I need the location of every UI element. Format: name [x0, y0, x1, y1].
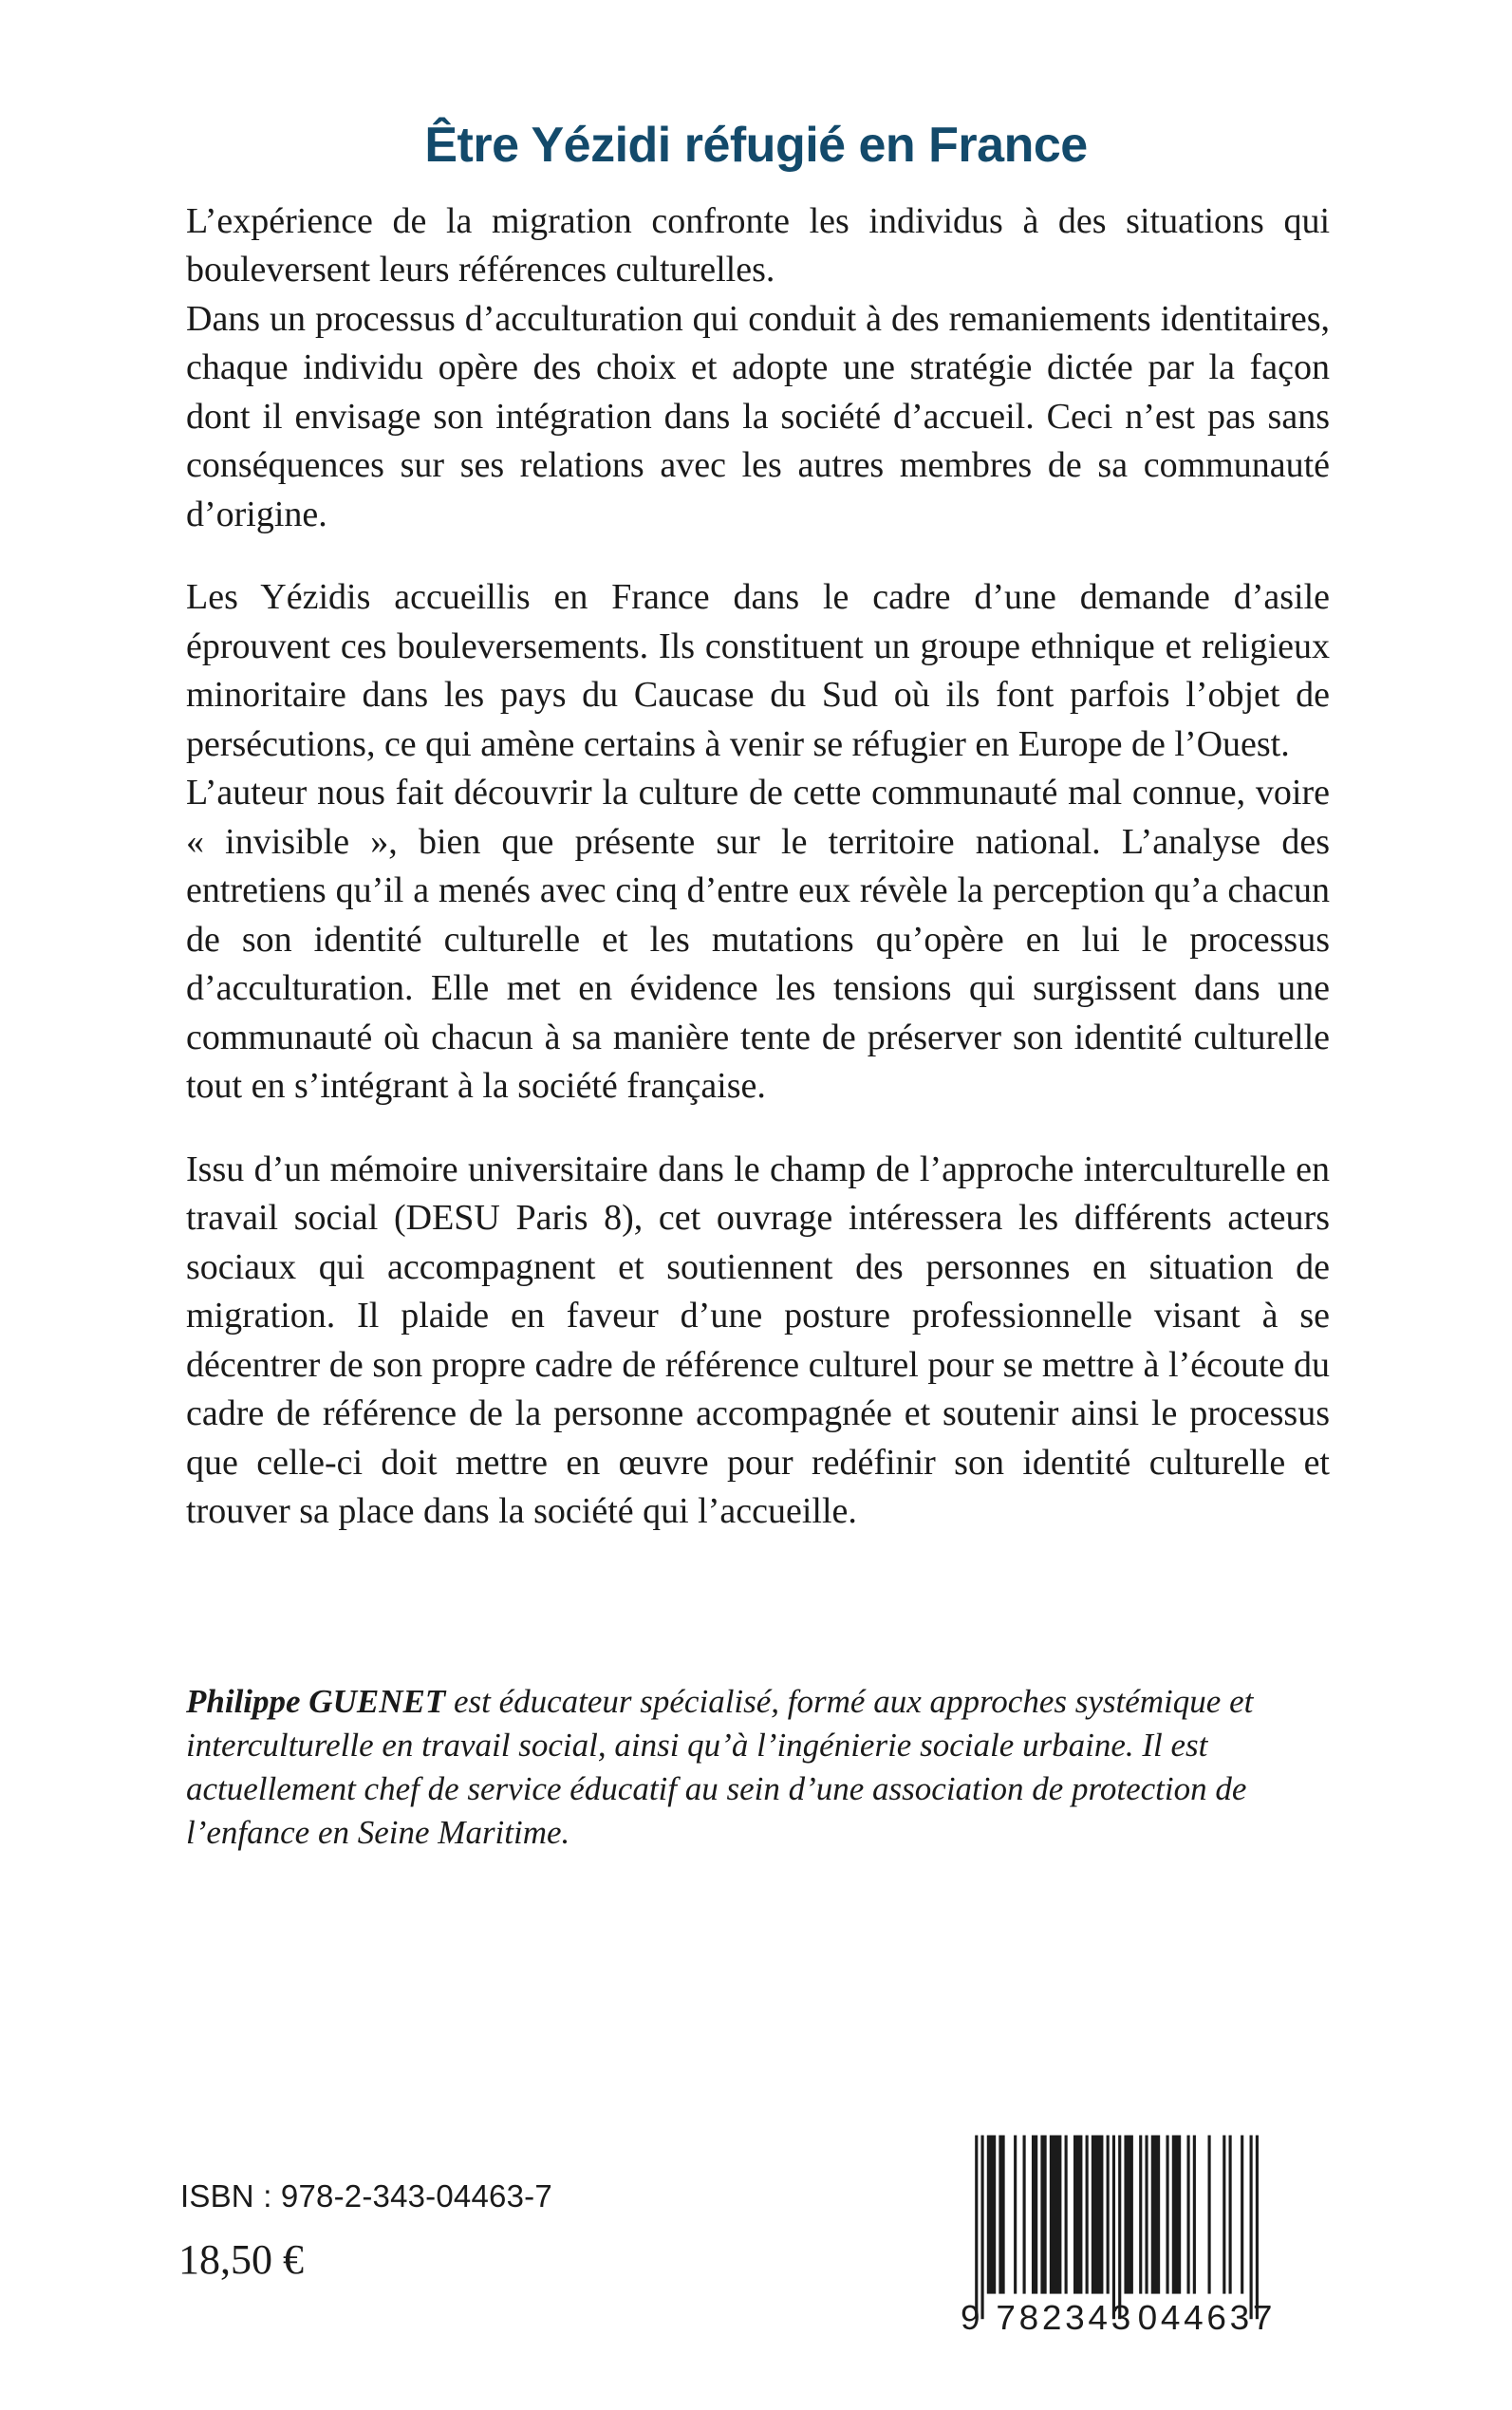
ean13-barcode: [954, 2121, 1305, 2340]
blurb-paragraph-4: L’auteur nous fait découvrir la culture de cette communauté mal connue, voire « invisible », bien que présente sur le territoire national. L’analyse des entretiens qu’il a menés avec cinq d’entre eux révèle la perception qu’a chacun de son identité culturelle et les mutations qu’opère en lui le processus d’acculturation. Elle met en évidence les tensions qui surgissent dans une communauté où chacun à sa manière tente de préserver son identité culturelle tout en s’intégrant à la société française.: [186, 773, 1330, 1107]
blurb-paragraph-5: Issu d’un mémoire universitaire dans le champ de l’approche interculturelle en travail social (DESU Paris 8), cet ouvrage intéressera les différents acteurs sociaux qui accompagnent et soutiennent des personnes en situation de migration. Il plaide en faveur d’une posture professionnelle visant à se décentrer de son propre cadre de référence culturel pour se mettre à l’écoute du cadre de référence de la personne accompagnée et soutenir ainsi le processus que celle-ci doit mettre en œuvre pour redéfinir son identité culturelle et trouver sa place dans la société qui l’accueille.: [186, 1149, 1330, 1532]
barcode-svg: [954, 2121, 1305, 2340]
barcode-digits-right: 044637: [1137, 2298, 1277, 2338]
price-text: 18,50 €: [178, 2236, 304, 2283]
author-name: Philippe GUENET: [186, 1683, 446, 1720]
barcode-digits-middle: 782343: [996, 2298, 1134, 2338]
page-title: Être Yézidi réfugié en France: [424, 117, 1088, 173]
blurb-paragraph-2: Dans un processus d’acculturation qui conduit à des remaniements identitaires, chaque individu opère des choix et adopte une stratégie dictée par la façon dont il envisage son intégration dans la société d’accueil. Ceci n’est pas sans conséquences sur ses relations avec les autres membres de sa communauté d’origine.: [186, 298, 1330, 534]
paragraph-spacer: [186, 1112, 1330, 1146]
author-bio-text: est éducateur spécialisé, formé aux approches systémique et interculturelle en travail social, ainsi qu’à l’ingénierie sociale urbaine. Il est actuellement chef de service éducatif au sein d’une association de protection de l’enfance en Seine Maritime.: [186, 1683, 1254, 1851]
paragraph-spacer: [186, 539, 1330, 573]
author-bio: [186, 1680, 1330, 1854]
blurb-paragraph-3: Les Yézidis accueillis en France dans le cadre d’une demande d’asile éprouvent ces bouleversements. Ils constituent un groupe ethnique et religieux minoritaire dans les pays du Caucase du Sud où ils font parfois l’objet de persécutions, ce qui amène certains à venir se réfugier en Europe de l’Ouest.: [186, 577, 1330, 764]
isbn-text: ISBN : 978-2-343-04463-7: [180, 2178, 552, 2214]
blurb-text: [186, 197, 1330, 1537]
blurb-paragraph-1: L’expérience de la migration confronte les individus à des situations qui bouleversent leurs références culturelles.: [186, 201, 1330, 290]
barcode-digit-left: 9: [960, 2298, 980, 2338]
